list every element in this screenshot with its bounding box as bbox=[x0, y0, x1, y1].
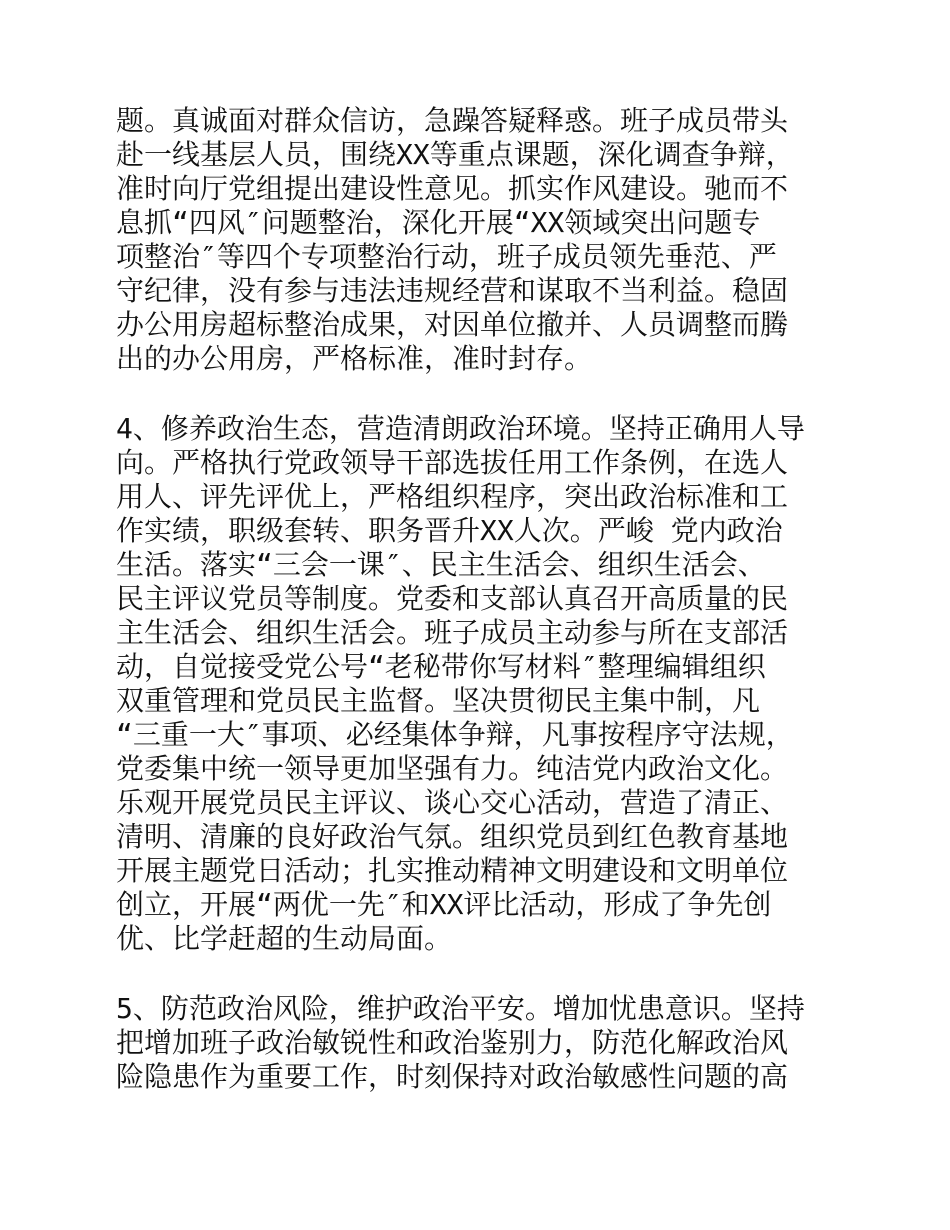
paragraph-section-5 bbox=[116, 992, 836, 1094]
paragraph-spacer bbox=[116, 956, 836, 992]
text-line: 党委集中统一领导更加坚强有力。纯洁党内政治文化。 bbox=[116, 752, 789, 785]
text-line: 5、防范政治风险，维护政治平安。增加忧患意识。坚持 bbox=[116, 992, 805, 1025]
text-line: “三重一大″事项、必经集体争辩，凡事按程序守法规， bbox=[116, 718, 794, 751]
text-line: 开展主题党日活动；扎实推动精神文明建设和文明单位 bbox=[116, 854, 789, 887]
text-line: 主生活会、组织生活会。班子成员主动参与所在支部活 bbox=[116, 616, 789, 649]
text-line: 生活。落实“三会一课″、民主生活会、组织生活会、 bbox=[116, 548, 766, 581]
text-line: 4、修养政治生态，营造清朗政治环境。坚持正确用人导 bbox=[116, 412, 805, 445]
text-line: 创立，开展“两优一先″和XX评比活动，形成了争先创 bbox=[116, 888, 772, 921]
text-line: 险隐患作为重要工作，时刻保持对政治敏感性问题的高 bbox=[116, 1060, 789, 1093]
text-line: 项整治″等四个专项整治行动，班子成员领先垂范、严 bbox=[116, 240, 777, 273]
text-line: 出的办公用房，严格标准，准时封存。 bbox=[116, 342, 593, 375]
text-line: 把增加班子政治敏锐性和政治鉴别力，防范化解政治风 bbox=[116, 1026, 789, 1059]
paragraph-continuation bbox=[116, 104, 836, 376]
text-line: 清明、清廉的良好政治气氛。组织党员到红色教育基地 bbox=[116, 820, 789, 853]
text-line: 双重管理和党员民主监督。坚决贯彻民主集中制，凡 bbox=[116, 684, 761, 717]
text-line: 乐观开展党员民主评议、谈心交心活动，营造了清正、 bbox=[116, 786, 789, 819]
text-line: 准时向厅党组提出建设性意见。抓实作风建设。驰而不 bbox=[116, 172, 789, 205]
text-line: 赴一线基层人员，围绕XX等重点课题，深化调查争辩， bbox=[116, 138, 794, 171]
text-line: 用人、评先评优上，严格组织程序，突出政治标准和工 bbox=[116, 480, 789, 513]
text-line: 向。严格执行党政领导干部选拔任用工作条例，在选人 bbox=[116, 446, 789, 479]
text-line: 民主评议党员等制度。党委和支部认真召开高质量的民 bbox=[116, 582, 789, 615]
text-line: 优、比学赶超的生动局面。 bbox=[116, 922, 453, 955]
text-line: 作实绩，职级套转、职务晋升XX人次。严峻 党内政治 bbox=[116, 514, 783, 547]
text-line: 办公用房超标整治成果，对因单位撤并、人员调整而腾 bbox=[116, 308, 789, 341]
paragraph-spacer bbox=[116, 376, 836, 412]
paragraph-section-4 bbox=[116, 412, 836, 956]
text-line: 息抓“四风″问题整治，深化开展“XX领域突出问题专 bbox=[116, 206, 761, 239]
text-line: 题。真诚面对群众信访，急躁答疑释惑。班子成员带头 bbox=[116, 104, 789, 137]
text-line: 动，自觉接受党公号“老秘带你写材料″整理编辑组织 bbox=[116, 650, 766, 683]
document-body bbox=[116, 104, 836, 1094]
text-line: 守纪律，没有参与违法违规经营和谋取不当利益。稳固 bbox=[116, 274, 789, 307]
